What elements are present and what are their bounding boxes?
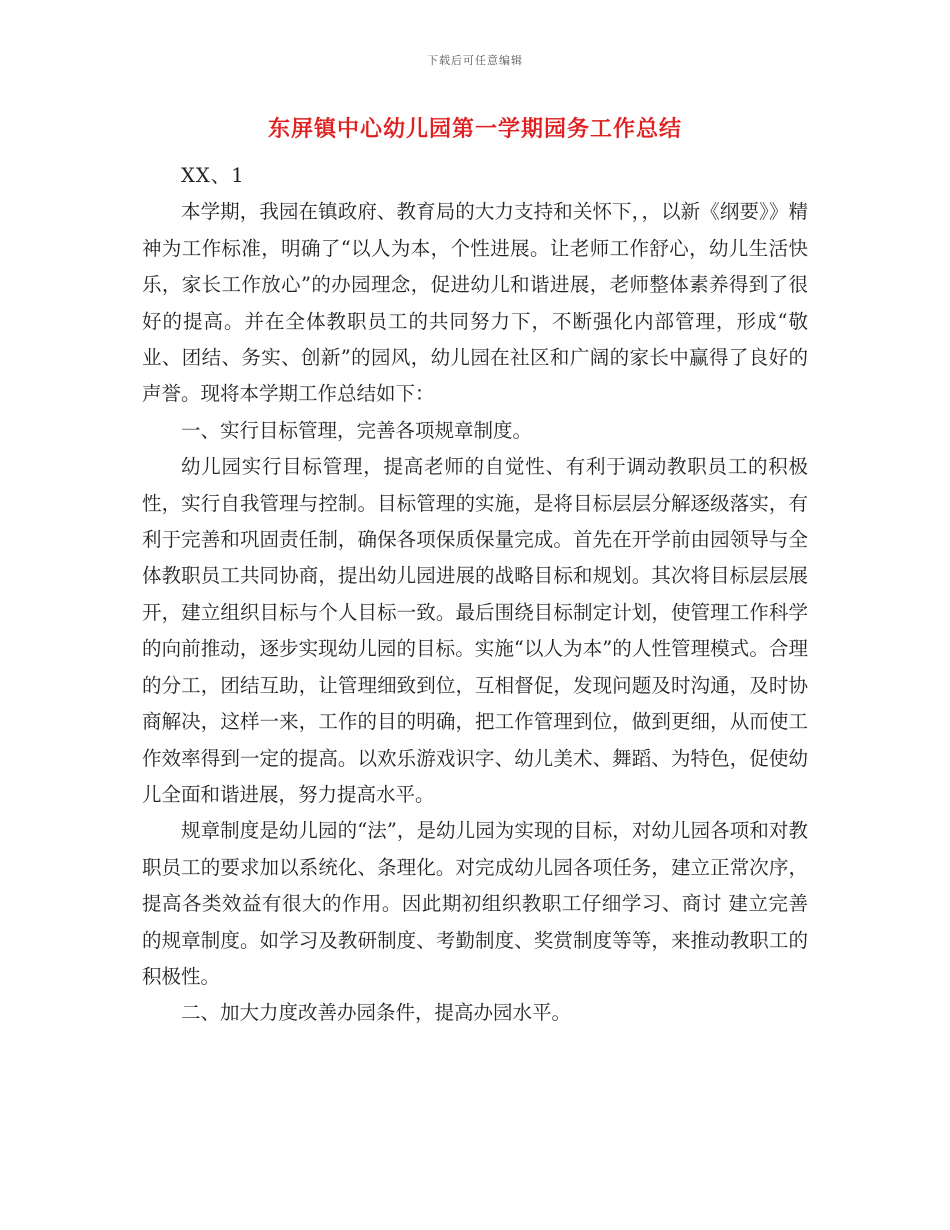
target-management-paragraph: 幼儿园实行目标管理，提高老师的自觉性、有利于调动教职员工的积极性，实行自我管理与控制。目标管理的实施，是将目标层层分解逐级落实，有利于完善和巩固责任制，确保各项保质保量完成。首先在开学前由园领导与全体教职员工共同协商，提出幼儿园进展的战略目标和规划。其次将目标层层展开，建立组织目标与个人目标一致。最后围绕目标制定计划，使管理工作科学的向前推动，逐步实现幼儿园的目标。实施“以人为本”的人性管理模式。合理的分工，团结互助，让管理细致到位，互相督促，发现问题及时沟通，及时协商解决，这样一来，工作的目的明确，把工作管理到位，做到更细，从而使工作效率得到一定的提高。以欢乐游戏识字、幼儿美术、舞蹈、为特色，促使幼儿全面和谐进展，努力提高水平。 bbox=[142, 455, 808, 806]
rules-paragraph: 规章制度是幼儿园的“法”，是幼儿园为实现的目标，对幼儿园各项和对教职员工的要求加以系统化、条理化。对完成幼儿园各项任务，建立正常次序，提高各类效益有很大的作用。因此期初组织教职工仔细学习、商讨 建立完善的规章制度。如学习及教研制度、考勤制度、奖赏制度等等，来推动教职工的积极性。 bbox=[142, 819, 808, 988]
document-title: 东屏镇中心幼儿园第一学期园务工作总结 bbox=[267, 117, 682, 142]
section-heading-1: 一、实行目标管理，完善各项规章制度。 bbox=[181, 418, 533, 442]
section-heading-2: 二、加大力度改善办园条件，提高办园水平。 bbox=[181, 1001, 572, 1025]
document-body bbox=[142, 158, 808, 1032]
intro-paragraph: 本学期，我园在镇政府、教育局的大力支持和关怀下，，以新《纲要》》精神为工作标准，明确了“以人为本，个性进展。让老师工作舒心，幼儿生活快乐，家长工作放心”的办园理念，促进幼儿和谐进展，老师整体素养得到了很好的提高。并在全体教职员工的共同努力下，不断强化内部管理，形成“敬业、团结、务实、创新”的园风，幼儿园在社区和广阔的家长中赢得了良好的声誉。现将本学期工作总结如下： bbox=[142, 200, 808, 406]
date-line: XX、1 bbox=[181, 164, 245, 187]
header-note: 下载后可任意编辑 bbox=[427, 54, 523, 67]
